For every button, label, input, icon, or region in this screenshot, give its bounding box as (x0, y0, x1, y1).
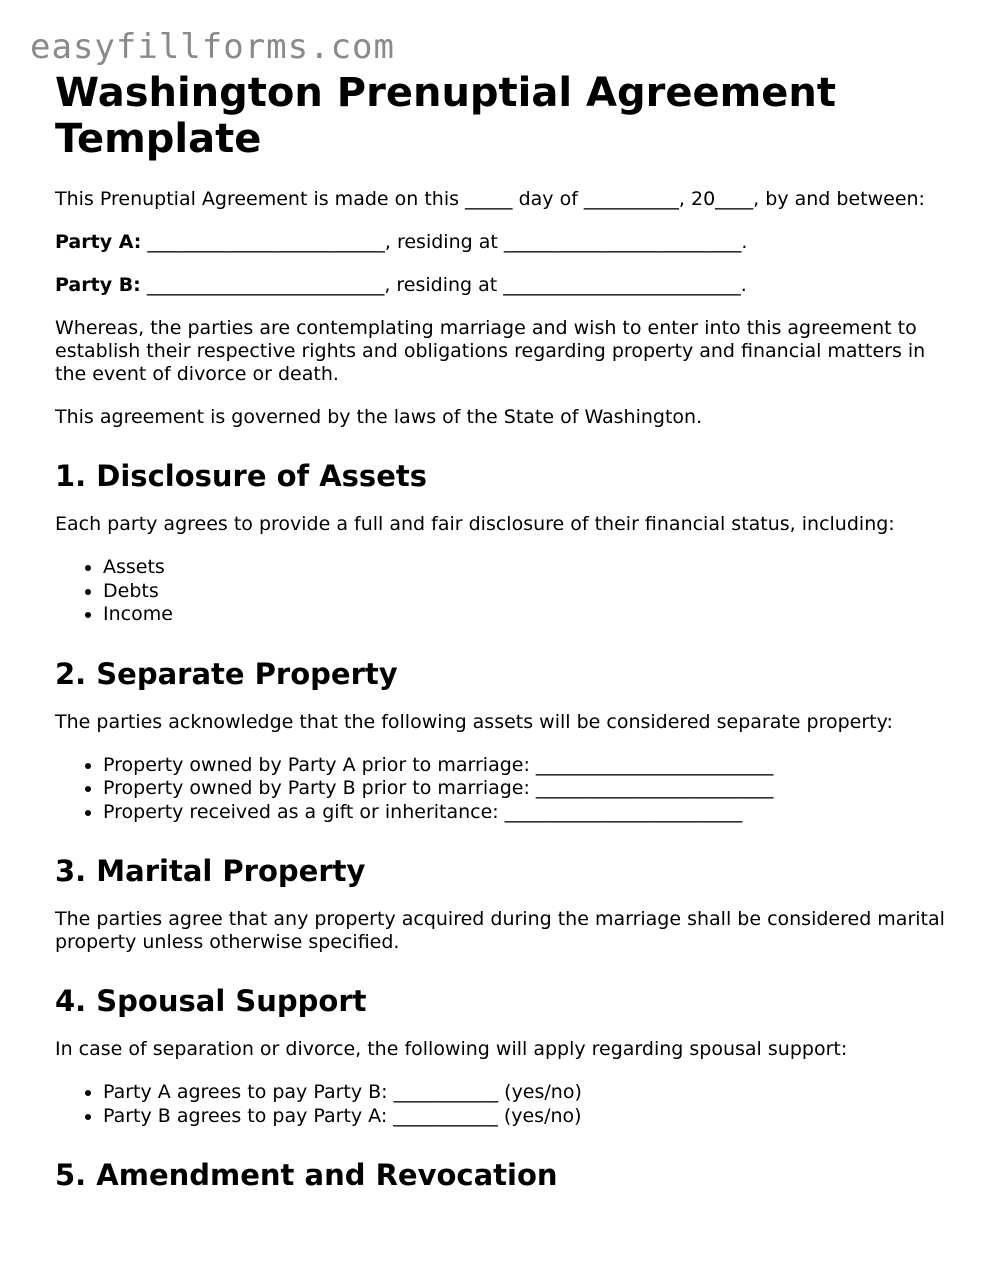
governed-paragraph: This agreement is governed by the laws of the State of Washington. (55, 406, 703, 428)
section-1-text: Each party agrees to provide a full and fair disclosure of their financial status, including: (55, 513, 895, 535)
document-page (55, 70, 945, 1212)
document-title: Washington Prenuptial Agreement Template (55, 70, 836, 162)
list-item: • Property owned by Party B prior to marriage: _________________________ (103, 777, 945, 801)
list-item: • Party A agrees to pay Party B: ___________ (yes/no) (103, 1081, 945, 1105)
section-2-heading: 2. Separate Property (55, 656, 398, 691)
section-4-text: In case of separation or divorce, the following will apply regarding spousal support: (55, 1038, 848, 1060)
party-a-label: Party A: (55, 231, 142, 253)
section-3-heading: 3. Marital Property (55, 854, 366, 888)
list-item: • Income (103, 603, 945, 627)
section-3-text: The parties agree that any property acquired during the marriage shall be considered marital property unless otherwise specified. (55, 908, 945, 953)
party-b-text: _________________________, residing at _________________________. (140, 274, 747, 296)
party-b-label: Party B: (55, 274, 141, 296)
party-b-line (55, 274, 945, 297)
party-a-text: _________________________, residing at _________________________. (141, 231, 748, 253)
section-1-list (55, 556, 945, 627)
list-item: • Party B agrees to pay Party A: ___________ (yes/no) (103, 1105, 945, 1129)
watermark: easyfillforms.com (30, 27, 395, 67)
list-item: • Debts (103, 580, 945, 604)
section-2-text: The parties acknowledge that the following assets will be considered separate property: (55, 710, 893, 733)
party-a-line (55, 231, 945, 254)
section-1-heading: 1. Disclosure of Assets (55, 459, 427, 493)
list-item: • Assets (103, 556, 945, 580)
whereas-paragraph: Whereas, the parties are contemplating marriage and wish to enter into this agreement to establish their respective rights and obligations regarding property and financial matters in the event of divorce or death. (55, 317, 926, 385)
section-5-heading: 5. Amendment and Revocation (55, 1158, 558, 1192)
list-item: • Property owned by Party A prior to marriage: _________________________ (103, 754, 945, 778)
intro-paragraph: This Prenuptial Agreement is made on this _____ day of __________, 20____, by and between: (55, 188, 925, 210)
list-item: • Property received as a gift or inheritance: _________________________ (103, 801, 945, 825)
section-4-list (55, 1081, 945, 1128)
section-2-list (55, 754, 945, 825)
section-4-heading: 4. Spousal Support (55, 984, 367, 1018)
